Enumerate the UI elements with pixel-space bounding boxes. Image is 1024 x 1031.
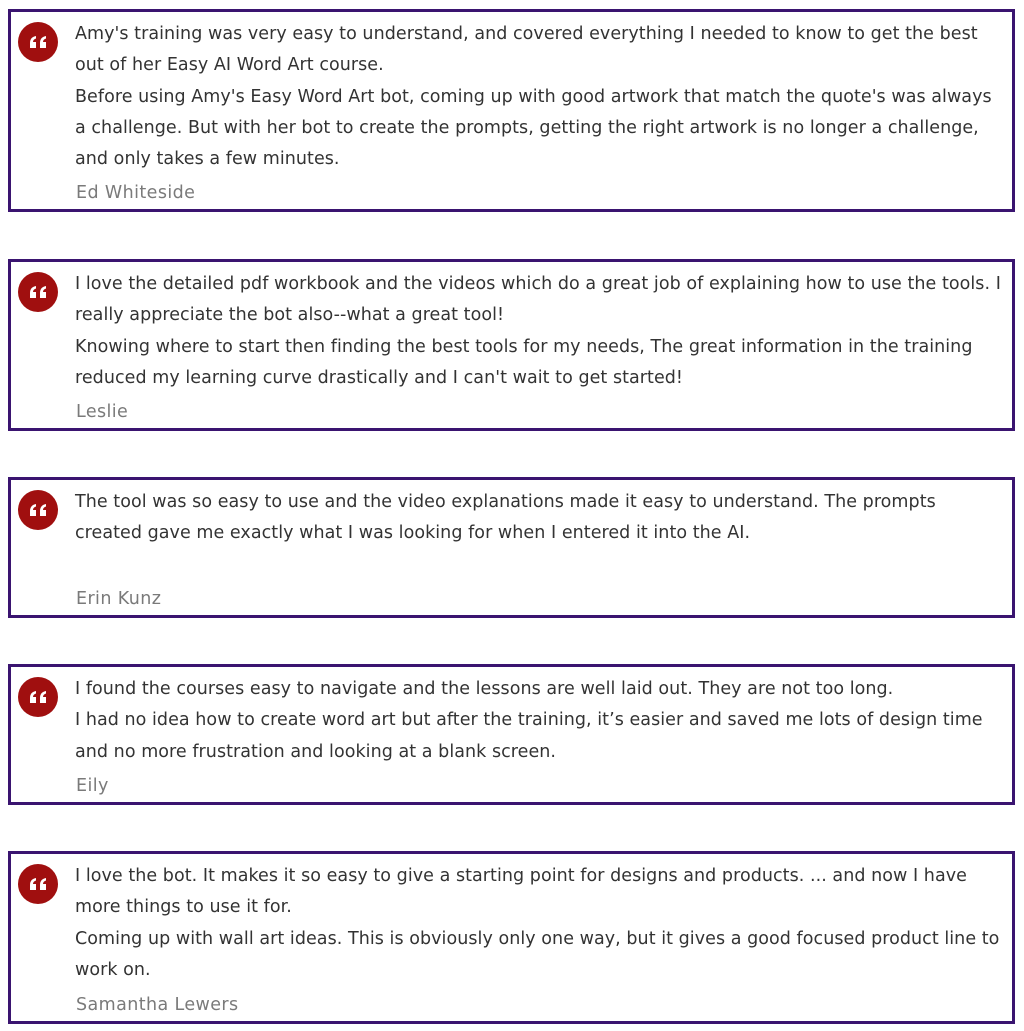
testimonial-text — [75, 861, 1002, 986]
testimonial-card — [8, 477, 1015, 618]
testimonial-paragraph: The tool was so easy to use and the video explanations made it easy to understand. The prompts created gave me exactly what I was looking for when I entered it into the AI. — [75, 492, 936, 544]
quote-icon — [18, 864, 58, 904]
testimonial-text — [75, 19, 1002, 175]
testimonial-paragraph: I found the courses easy to navigate and the lessons are well laid out. They are not too long. — [75, 679, 894, 699]
testimonial-author: Leslie — [76, 402, 129, 422]
testimonial-text — [75, 674, 1002, 768]
testimonial-paragraph: Amy's training was very easy to understand, and covered everything I needed to know to get the best out of her Easy AI Word Art course. — [75, 24, 978, 76]
testimonial-card — [8, 9, 1015, 212]
testimonial-card — [8, 851, 1015, 1024]
testimonial-paragraph: Knowing where to start then finding the best tools for my needs, The great information in the training reduced my learning curve drastically and I can't wait to get started! — [75, 336, 973, 388]
testimonial-paragraph: I had no idea how to create word art but after the training, it’s easier and saved me lots of design time and no more frustration and looking at a blank screen. — [75, 710, 983, 762]
testimonial-paragraph: Coming up with wall art ideas. This is obviously only one way, but it gives a good focused product line to work on. — [75, 928, 1000, 980]
quote-icon — [18, 677, 58, 717]
testimonial-author: Eily — [76, 776, 109, 796]
testimonial-paragraph: I love the detailed pdf workbook and the videos which do a great job of explaining how to use the tools. I really appreciate the bot also--what a great tool! — [75, 274, 1001, 326]
testimonial-card — [8, 259, 1015, 431]
testimonial-author: Ed Whiteside — [76, 183, 196, 203]
testimonial-card — [8, 664, 1015, 805]
testimonial-text — [75, 487, 1002, 550]
testimonial-author: Erin Kunz — [76, 589, 162, 609]
testimonial-text — [75, 269, 1002, 394]
testimonial-paragraph: I love the bot. It makes it so easy to give a starting point for designs and products. ... and now I have more things to use it for. — [75, 866, 967, 918]
quote-icon — [18, 490, 58, 530]
testimonial-author: Samantha Lewers — [76, 995, 239, 1015]
testimonial-paragraph: Before using Amy's Easy Word Art bot, coming up with good artwork that match the quote's was always a challenge. But with her bot to create the prompts, getting the right artwork is no longer a challenge, and only takes a few minutes. — [75, 86, 992, 170]
quote-icon — [18, 272, 58, 312]
quote-icon — [18, 22, 58, 62]
